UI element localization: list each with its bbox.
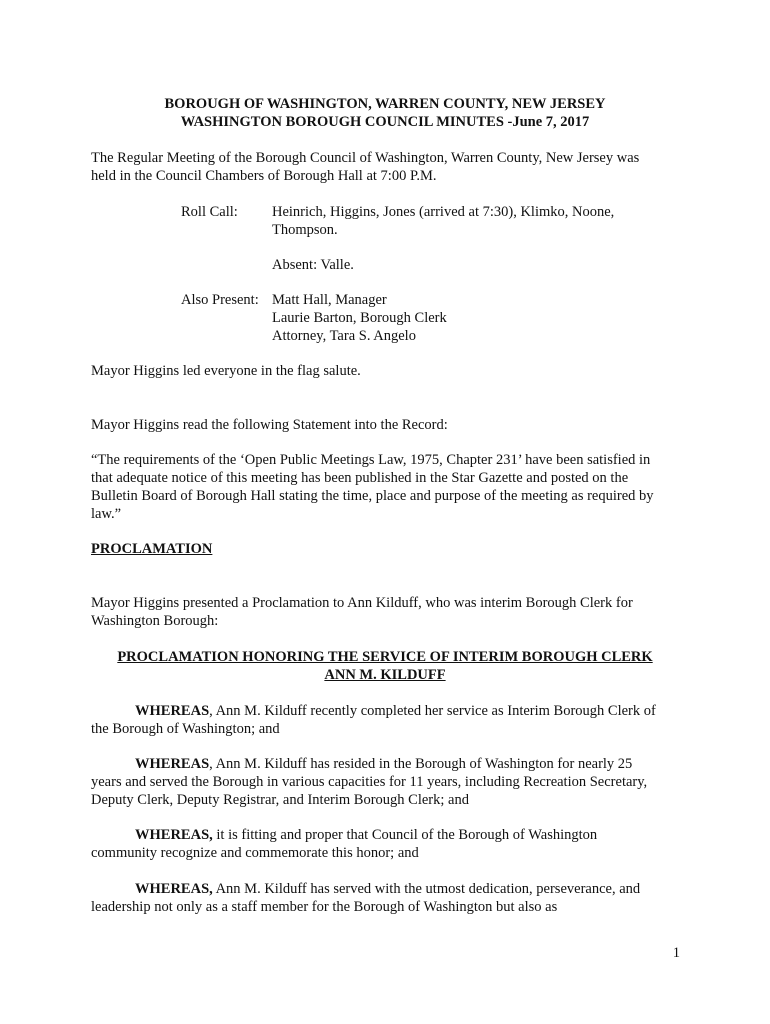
statement-line-3: Bulletin Board of Borough Hall stating the time, place and purpose of the meeting as required by — [91, 488, 654, 504]
proclamation-title-line-1: PROCLAMATION HONORING THE SERVICE OF INTERIM BOROUGH CLERK — [117, 649, 653, 665]
whereas-line: years and served the Borough in various capacities for 11 years, including Recreation Secretary, — [91, 774, 648, 790]
roll-call-value — [272, 203, 692, 239]
intro-paragraph — [91, 149, 691, 185]
proclamation-heading: PROCLAMATION — [91, 541, 213, 557]
proclamation-intro — [91, 594, 691, 630]
whereas-clause-1 — [91, 702, 691, 738]
intro-line-2: held in the Council Chambers of Borough Hall at 7:00 P.M. — [91, 168, 437, 184]
statement-line-2: that adequate notice of this meeting has been published in the Star Gazette and posted on the — [91, 470, 629, 486]
page-number: 1 — [672, 945, 680, 961]
whereas-line: the Borough of Washington; and — [91, 721, 280, 737]
whereas-text: it is fitting and proper that Council of the Borough of Washington — [212, 827, 598, 843]
also-present-item: Laurie Barton, Borough Clerk — [272, 310, 447, 326]
whereas-line: leadership not only as a staff member for the Borough of Washington but also as — [91, 899, 558, 915]
proclamation-title-line-2: ANN M. KILDUFF — [324, 667, 446, 683]
statement-line-1: “The requirements of the ‘Open Public Meetings Law, 1975, Chapter 231’ have been satisfied in — [91, 452, 651, 468]
document-header — [0, 95, 770, 131]
whereas-clause-2 — [91, 755, 691, 809]
header-line-1: BOROUGH OF WASHINGTON, WARREN COUNTY, NEW JERSEY — [164, 96, 606, 112]
intro-line-1: The Regular Meeting of the Borough Council of Washington, Warren County, New Jersey was — [91, 150, 640, 166]
whereas-text: , Ann M. Kilduff recently completed her service as Interim Borough Clerk of — [209, 703, 656, 719]
whereas-keyword: WHEREAS — [135, 756, 210, 772]
whereas-keyword: WHEREAS, — [135, 881, 213, 897]
also-present-list — [272, 291, 692, 345]
whereas-line: Deputy Clerk, Deputy Registrar, and Interim Borough Clerk; and — [91, 792, 469, 808]
proclamation-title — [0, 648, 770, 684]
flag-salute-paragraph: Mayor Higgins led everyone in the flag salute. — [91, 363, 361, 379]
whereas-keyword: WHEREAS, — [135, 827, 213, 843]
also-present-item: Matt Hall, Manager — [272, 292, 387, 308]
statement-line-4: law.” — [91, 506, 122, 522]
also-present-item: Attorney, Tara S. Angelo — [272, 328, 416, 344]
whereas-clause-3 — [91, 826, 691, 862]
whereas-text: Ann M. Kilduff has served with the utmost dedication, perseverance, and — [212, 881, 641, 897]
whereas-clause-4 — [91, 880, 691, 916]
also-present-label: Also Present: — [181, 292, 259, 308]
proclamation-intro-line-1: Mayor Higgins presented a Proclamation to Ann Kilduff, who was interim Borough Clerk for — [91, 595, 633, 611]
roll-call-label: Roll Call: — [181, 204, 238, 220]
statement-intro: Mayor Higgins read the following Statement into the Record: — [91, 417, 448, 433]
absent-line: Absent: Valle. — [272, 257, 354, 273]
whereas-text: , Ann M. Kilduff has resided in the Borough of Washington for nearly 25 — [209, 756, 633, 772]
roll-call-line-1: Heinrich, Higgins, Jones (arrived at 7:30), Klimko, Noone, — [272, 204, 615, 220]
proclamation-intro-line-2: Washington Borough: — [91, 613, 219, 629]
whereas-keyword: WHEREAS — [135, 703, 210, 719]
whereas-line: community recognize and commemorate this honor; and — [91, 845, 419, 861]
header-line-2: WASHINGTON BOROUGH COUNCIL MINUTES -June 7, 2017 — [180, 114, 590, 130]
roll-call-line-2: Thompson. — [272, 222, 338, 238]
statement-paragraph — [91, 451, 691, 523]
